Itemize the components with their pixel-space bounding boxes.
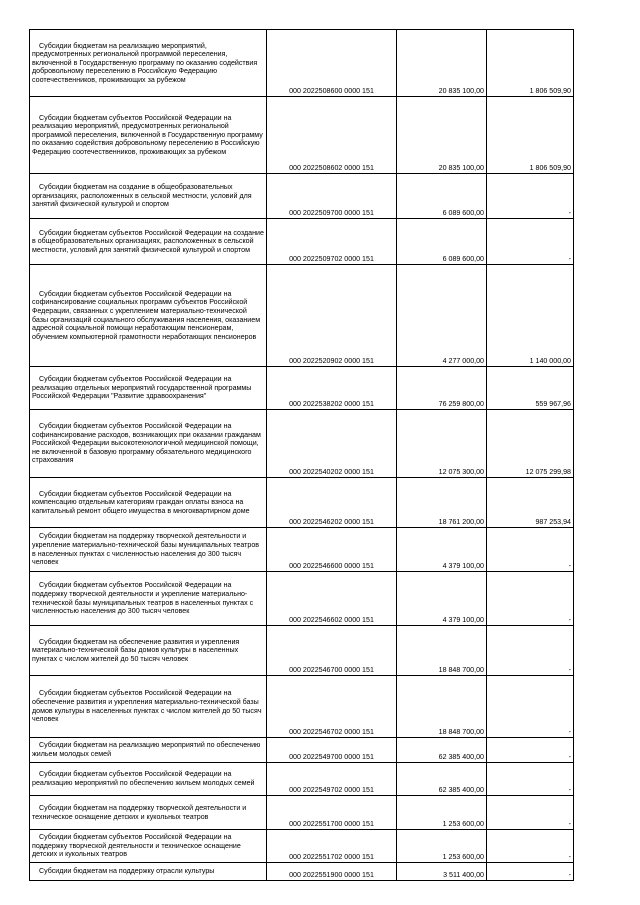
approved-amount: 1 253 600,00 [397,830,487,863]
income-name: Субсидии бюджетам субъектов Российской Федерации на софинансирование социальных программ субъектов Российской Федерации, связанных с укреплением материально-технической базы организаций социального обслуживания населения, оказанием адресной социальной помощи неработающим пенсионерам, обучением компьютерной грамотности неработающих пенсионеров [32,289,261,341]
income-name: Субсидии бюджетам на обеспечение развития и укрепления материально-технической базы домов культуры в населенных пунктах с числом жителей до 50 тысяч человек [32,637,240,663]
table-row [30,410,574,478]
income-name: Субсидии бюджетам субъектов Российской Федерации на реализацию мероприятий по обеспечению жильем молодых семей [32,770,255,787]
table-row [30,572,574,626]
income-name-cell [30,478,267,528]
income-name-cell [30,97,267,174]
income-name: Субсидии бюджетам субъектов Российской Федерации на реализацию отдельных мероприятий государственной программы Российской Федерации "Развитие здравоохранения" [32,375,252,401]
income-name-cell [30,830,267,863]
table-row [30,738,574,763]
approved-amount: 20 835 100,00 [397,30,487,97]
income-name-cell [30,528,267,572]
executed-amount: - [487,863,574,881]
approved-amount: 4 277 000,00 [397,265,487,367]
executed-amount: 1 806 509,90 [487,97,574,174]
executed-amount: - [487,219,574,265]
budget-classification-code: 000 2022546700 0000 151 [267,626,397,676]
income-name: Субсидии бюджетам на реализацию мероприятий по обеспечению жильем молодых семей [32,741,261,758]
approved-amount: 1 253 600,00 [397,796,487,830]
budget-classification-code: 000 2022540202 0000 151 [267,410,397,478]
income-name: Субсидии бюджетам субъектов Российской Федерации на поддержку творческой деятельности и укрепление материально-технической базы муниципальных театров в населенных пунктах с численностью населения до 300 тысяч человек [32,581,254,616]
table-row [30,528,574,572]
budget-classification-code: 000 2022546202 0000 151 [267,478,397,528]
income-name: Субсидии бюджетам на поддержку творческой деятельности и укрепление материально-технической базы муниципальных театров в населенных пунктах с численностью населения до 300 тысяч человек [32,532,260,567]
income-name-cell [30,410,267,478]
executed-amount: 1 140 000,00 [487,265,574,367]
income-name-cell [30,676,267,738]
approved-amount: 4 379 100,00 [397,572,487,626]
income-name: Субсидии бюджетам субъектов Российской Федерации на софинансирование расходов, возникающих при оказании гражданам Российской Федерации высокотехнологичной медицинской помощи, не включенной в базовую программу обязательного медицинского страхования [32,422,261,465]
approved-amount: 3 511 400,00 [397,863,487,881]
budget-classification-code: 000 2022509700 0000 151 [267,174,397,219]
income-name-cell [30,219,267,265]
income-name-cell [30,174,267,219]
income-name: Субсидии бюджетам субъектов Российской Федерации на компенсацию отдельным категориям граждан оплаты взноса на капитальный ремонт общего имущества в многоквартирном доме [32,489,250,515]
income-name-cell [30,626,267,676]
approved-amount: 4 379 100,00 [397,528,487,572]
budget-classification-code: 000 2022546600 0000 151 [267,528,397,572]
income-name: Субсидии бюджетам субъектов Российской Федерации на создание в общеобразовательных организациях, расположенных в сельской местности, условий для занятий физической культурой и спортом [32,228,264,254]
income-name-cell [30,863,267,881]
income-name: Субсидии бюджетам на реализацию мероприятий, предусмотренных региональной программой переселения, включенной в Государственную программу по оказанию содействия добровольному переселению в Российскую Федерацию соотечественников, проживающих за рубежом [32,41,258,84]
table-row [30,30,574,97]
executed-amount: - [487,763,574,796]
executed-amount: - [487,528,574,572]
approved-amount: 76 259 800,00 [397,367,487,410]
budget-classification-code: 000 2022546602 0000 151 [267,572,397,626]
executed-amount: 12 075 299,98 [487,410,574,478]
budget-classification-code: 000 2022549702 0000 151 [267,763,397,796]
income-name-cell [30,367,267,410]
budget-classification-code: 000 2022549700 0000 151 [267,738,397,763]
income-name-cell [30,796,267,830]
budget-classification-code: 000 2022538202 0000 151 [267,367,397,410]
income-name-cell [30,738,267,763]
income-name: Субсидии бюджетам на создание в общеобразовательных организациях, расположенных в сельской местности, условий для занятий физической культурой и спортом [32,183,252,209]
budget-classification-code: 000 2022508602 0000 151 [267,97,397,174]
budget-classification-code: 000 2022551900 0000 151 [267,863,397,881]
budget-table [29,29,574,881]
income-name-cell [30,30,267,97]
approved-amount: 62 385 400,00 [397,763,487,796]
executed-amount: - [487,738,574,763]
table-row [30,626,574,676]
document-page [29,29,573,881]
executed-amount: - [487,626,574,676]
income-name: Субсидии бюджетам субъектов Российской Федерации на реализацию мероприятий, предусмотренных региональной программой переселения, включенной в Государственную программу по оказанию содействия добровольному переселению в Российскую Федерацию соотечественников, проживающих за рубежом [32,113,263,156]
table-row [30,367,574,410]
table-row [30,97,574,174]
table-row [30,174,574,219]
executed-amount: - [487,174,574,219]
approved-amount: 18 848 700,00 [397,626,487,676]
income-name: Субсидии бюджетам субъектов Российской Федерации на обеспечение развития и укрепления материально-технической базы домов культуры в населенных пунктах с числом жителей до 50 тысяч человек [32,689,262,724]
executed-amount: - [487,830,574,863]
executed-amount: - [487,796,574,830]
approved-amount: 18 761 200,00 [397,478,487,528]
approved-amount: 20 835 100,00 [397,97,487,174]
approved-amount: 18 848 700,00 [397,676,487,738]
executed-amount: 987 253,94 [487,478,574,528]
income-name: Субсидии бюджетам субъектов Российской Федерации на поддержку творческой деятельности и техническое оснащение детских и кукольных театров [32,833,241,859]
budget-table-body [30,30,574,881]
income-name-cell [30,763,267,796]
executed-amount: - [487,676,574,738]
table-row [30,863,574,881]
table-row [30,265,574,367]
executed-amount: 559 967,96 [487,367,574,410]
income-name-cell [30,572,267,626]
budget-classification-code: 000 2022551700 0000 151 [267,796,397,830]
approved-amount: 62 385 400,00 [397,738,487,763]
approved-amount: 6 089 600,00 [397,174,487,219]
table-row [30,830,574,863]
table-row [30,763,574,796]
income-name: Субсидии бюджетам на поддержку творческой деятельности и техническое оснащение детских и кукольных театров [32,803,247,821]
table-row [30,796,574,830]
budget-classification-code: 000 2022509702 0000 151 [267,219,397,265]
income-name: Субсидии бюджетам на поддержку отрасли культуры [39,867,215,876]
income-name-cell [30,265,267,367]
budget-classification-code: 000 2022551702 0000 151 [267,830,397,863]
approved-amount: 6 089 600,00 [397,219,487,265]
budget-classification-code: 000 2022508600 0000 151 [267,30,397,97]
budget-classification-code: 000 2022546702 0000 151 [267,676,397,738]
executed-amount: 1 806 509,90 [487,30,574,97]
table-row [30,676,574,738]
table-row [30,219,574,265]
budget-classification-code: 000 2022520902 0000 151 [267,265,397,367]
approved-amount: 12 075 300,00 [397,410,487,478]
table-row [30,478,574,528]
executed-amount: - [487,572,574,626]
